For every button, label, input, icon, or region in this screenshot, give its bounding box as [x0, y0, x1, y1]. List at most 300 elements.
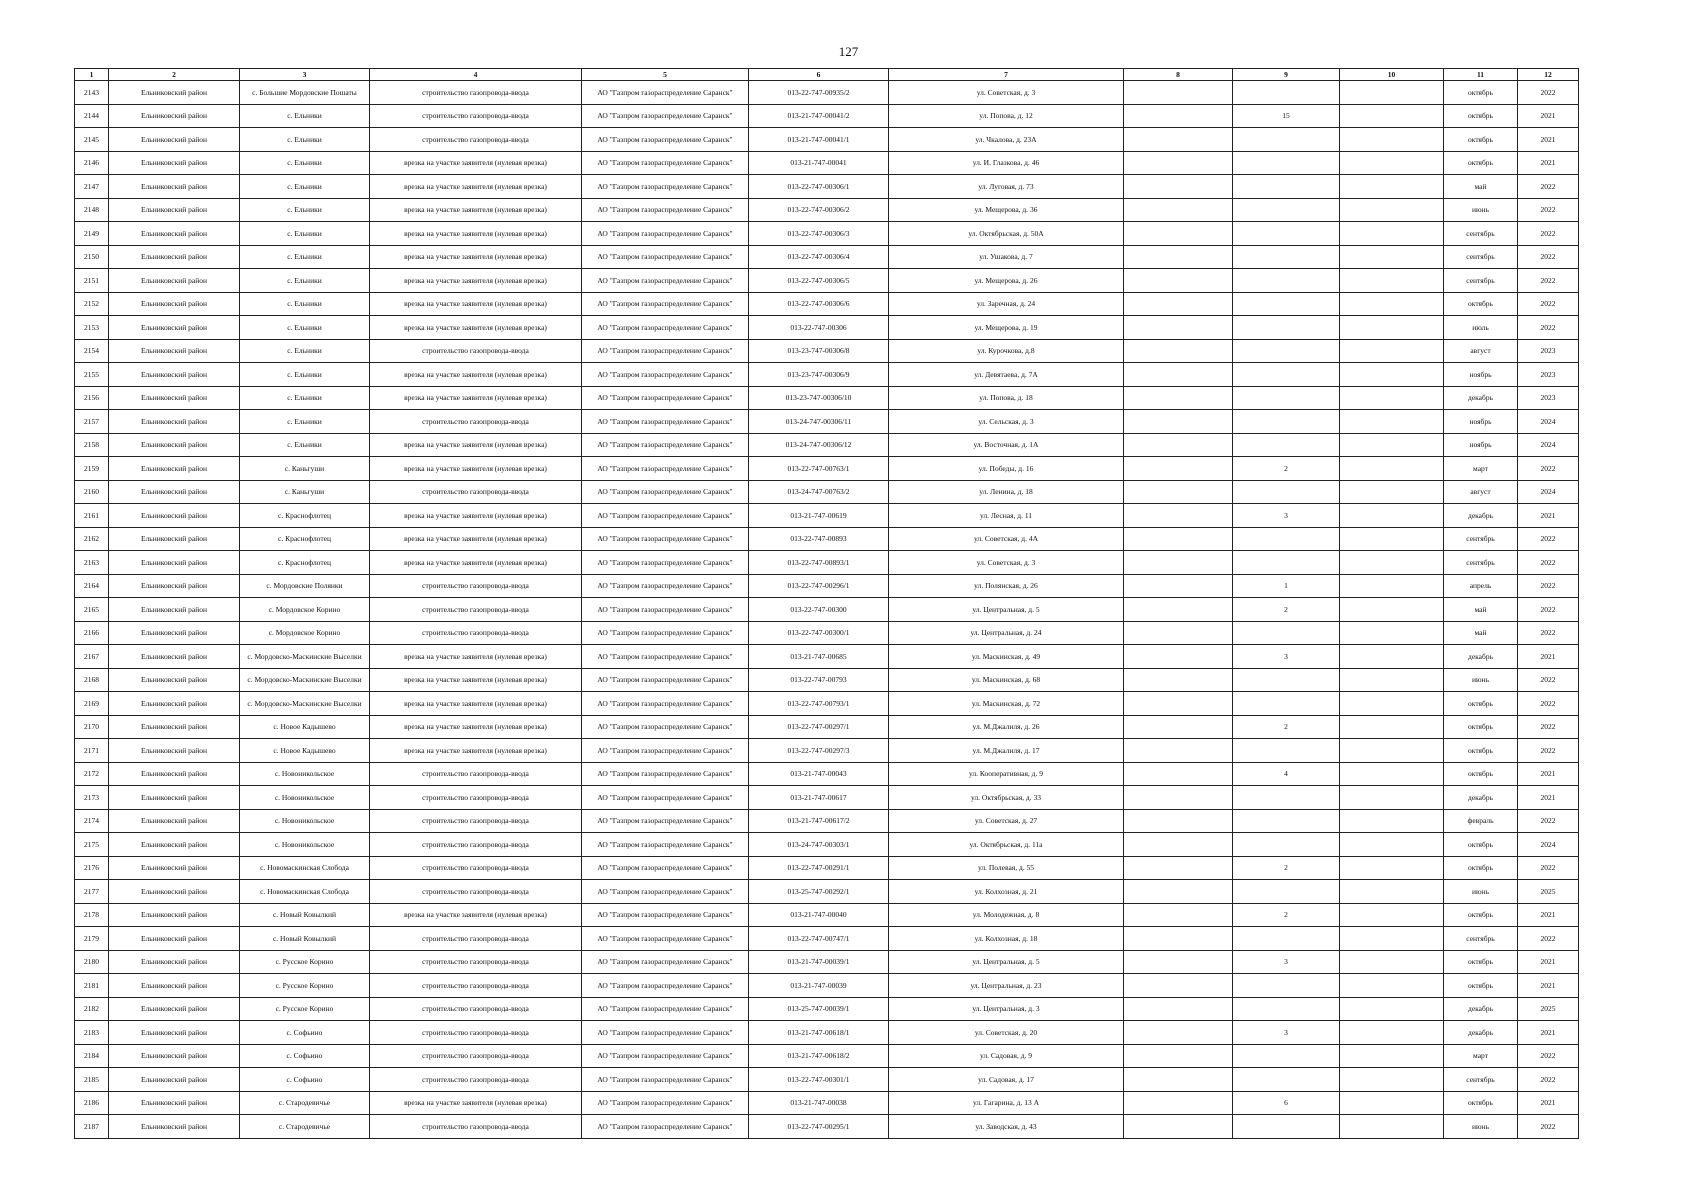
cell-address: ул. Советская, д. 4А [889, 527, 1124, 551]
cell-district: Ельниковский район [109, 809, 240, 833]
cell-settlement: с. Каньгуши [240, 457, 370, 481]
cell-contract-number: 013-22-747-00793 [749, 668, 889, 692]
cell-organization: АО "Газпром газораспределение Саранск" [582, 363, 749, 387]
cell-district: Ельниковский район [109, 645, 240, 669]
cell-work-type: строительство газопровода-ввода [370, 974, 582, 998]
cell-col-8 [1124, 1021, 1233, 1045]
cell-col-9 [1233, 222, 1340, 246]
cell-contract-number: 013-22-747-00306/5 [749, 269, 889, 293]
cell-col-10 [1340, 457, 1444, 481]
cell-col-8 [1124, 504, 1233, 528]
cell-district: Ельниковский район [109, 1044, 240, 1068]
cell-organization: АО "Газпром газораспределение Саранск" [582, 457, 749, 481]
cell-col-9 [1233, 668, 1340, 692]
cell-col-9 [1233, 175, 1340, 199]
cell-contract-number: 013-22-747-00297/3 [749, 739, 889, 763]
cell-work-type: врезка на участке заявителя (нулевая врезка) [370, 504, 582, 528]
cell-organization: АО "Газпром газораспределение Саранск" [582, 997, 749, 1021]
cell-month: октябрь [1444, 762, 1518, 786]
cell-organization: АО "Газпром газораспределение Саранск" [582, 433, 749, 457]
cell-row-number: 2161 [75, 504, 109, 528]
cell-organization: АО "Газпром газораспределение Саранск" [582, 245, 749, 269]
cell-work-type: врезка на участке заявителя (нулевая врезка) [370, 433, 582, 457]
cell-work-type: врезка на участке заявителя (нулевая врезка) [370, 457, 582, 481]
cell-col-8 [1124, 1091, 1233, 1115]
cell-col-9 [1233, 245, 1340, 269]
cell-district: Ельниковский район [109, 457, 240, 481]
cell-col-8 [1124, 198, 1233, 222]
cell-settlement: с. Новоникольское [240, 833, 370, 857]
cell-row-number: 2177 [75, 880, 109, 904]
cell-col-8 [1124, 880, 1233, 904]
cell-month: май [1444, 175, 1518, 199]
cell-col-8 [1124, 175, 1233, 199]
cell-district: Ельниковский район [109, 739, 240, 763]
cell-district: Ельниковский район [109, 480, 240, 504]
cell-col-10 [1340, 81, 1444, 105]
cell-district: Ельниковский район [109, 715, 240, 739]
cell-settlement: с. Мордовское Корино [240, 598, 370, 622]
cell-work-type: строительство газопровода-ввода [370, 1044, 582, 1068]
table-row [75, 833, 1579, 857]
cell-row-number: 2179 [75, 927, 109, 951]
cell-address: ул. Октябрьская, д. 11а [889, 833, 1124, 857]
table-row [75, 762, 1579, 786]
cell-col-10 [1340, 269, 1444, 293]
cell-year: 2023 [1518, 339, 1579, 363]
cell-settlement: с. Русское Корино [240, 974, 370, 998]
cell-contract-number: 013-23-747-00306/8 [749, 339, 889, 363]
cell-year: 2022 [1518, 198, 1579, 222]
cell-col-10 [1340, 339, 1444, 363]
cell-month: декабрь [1444, 786, 1518, 810]
cell-contract-number: 013-22-747-00935/2 [749, 81, 889, 105]
cell-col-10 [1340, 927, 1444, 951]
cell-address: ул. М.Джалиля, д. 17 [889, 739, 1124, 763]
cell-contract-number: 013-21-747-00618/2 [749, 1044, 889, 1068]
cell-col-8 [1124, 292, 1233, 316]
cell-month: октябрь [1444, 692, 1518, 716]
cell-address: ул. Центральная, д. 3 [889, 997, 1124, 1021]
cell-month: май [1444, 598, 1518, 622]
cell-organization: АО "Газпром газораспределение Саранск" [582, 574, 749, 598]
column-header: 9 [1233, 69, 1340, 81]
cell-row-number: 2173 [75, 786, 109, 810]
cell-col-10 [1340, 1068, 1444, 1092]
cell-organization: АО "Газпром газораспределение Саранск" [582, 175, 749, 199]
cell-year: 2021 [1518, 104, 1579, 128]
cell-col-9 [1233, 81, 1340, 105]
cell-month: апрель [1444, 574, 1518, 598]
cell-row-number: 2159 [75, 457, 109, 481]
cell-contract-number: 013-23-747-00306/10 [749, 386, 889, 410]
cell-district: Ельниковский район [109, 880, 240, 904]
cell-organization: АО "Газпром газораспределение Саранск" [582, 480, 749, 504]
cell-work-type: врезка на участке заявителя (нулевая врезка) [370, 386, 582, 410]
column-header: 4 [370, 69, 582, 81]
table-row [75, 316, 1579, 340]
cell-address: ул. Ленина, д. 18 [889, 480, 1124, 504]
cell-district: Ельниковский район [109, 433, 240, 457]
cell-year: 2024 [1518, 480, 1579, 504]
cell-work-type: строительство газопровода-ввода [370, 950, 582, 974]
cell-month: октябрь [1444, 856, 1518, 880]
cell-settlement: с. Ельники [240, 292, 370, 316]
cell-contract-number: 013-25-747-00039/1 [749, 997, 889, 1021]
cell-work-type: строительство газопровода-ввода [370, 104, 582, 128]
table-row [75, 997, 1579, 1021]
cell-month: февраль [1444, 809, 1518, 833]
cell-row-number: 2165 [75, 598, 109, 622]
cell-year: 2024 [1518, 833, 1579, 857]
cell-col-9 [1233, 621, 1340, 645]
cell-organization: АО "Газпром газораспределение Саранск" [582, 222, 749, 246]
cell-settlement: с. Ельники [240, 316, 370, 340]
cell-month: октябрь [1444, 715, 1518, 739]
cell-col-8 [1124, 551, 1233, 575]
cell-year: 2021 [1518, 645, 1579, 669]
header-row [75, 69, 1579, 81]
cell-year: 2021 [1518, 128, 1579, 152]
table-row [75, 551, 1579, 575]
cell-contract-number: 013-21-747-00039/1 [749, 950, 889, 974]
cell-year: 2022 [1518, 927, 1579, 951]
cell-contract-number: 013-22-747-00297/1 [749, 715, 889, 739]
table-row [75, 950, 1579, 974]
cell-col-8 [1124, 128, 1233, 152]
cell-settlement: с. Ельники [240, 433, 370, 457]
cell-contract-number: 013-24-747-00303/1 [749, 833, 889, 857]
cell-address: ул. Колхозная, д. 21 [889, 880, 1124, 904]
cell-col-9 [1233, 1068, 1340, 1092]
cell-settlement: с. Каньгуши [240, 480, 370, 504]
cell-settlement: с. Новоникольское [240, 762, 370, 786]
cell-contract-number: 013-21-747-00041/2 [749, 104, 889, 128]
cell-year: 2023 [1518, 386, 1579, 410]
table-row [75, 927, 1579, 951]
cell-col-10 [1340, 316, 1444, 340]
cell-contract-number: 013-22-747-00747/1 [749, 927, 889, 951]
cell-year: 2022 [1518, 739, 1579, 763]
table-row [75, 1091, 1579, 1115]
cell-district: Ельниковский район [109, 1021, 240, 1045]
cell-year: 2022 [1518, 621, 1579, 645]
cell-col-8 [1124, 339, 1233, 363]
cell-col-9 [1233, 269, 1340, 293]
cell-col-10 [1340, 198, 1444, 222]
cell-col-10 [1340, 739, 1444, 763]
cell-col-9 [1233, 527, 1340, 551]
cell-year: 2022 [1518, 668, 1579, 692]
cell-address: ул. Октябрьская, д. 33 [889, 786, 1124, 810]
cell-col-9 [1233, 198, 1340, 222]
cell-organization: АО "Газпром газораспределение Саранск" [582, 269, 749, 293]
cell-col-9 [1233, 292, 1340, 316]
cell-col-9: 3 [1233, 1021, 1340, 1045]
cell-col-8 [1124, 222, 1233, 246]
cell-address: ул. Луговая, д. 73 [889, 175, 1124, 199]
cell-address: ул. Центральная, д. 23 [889, 974, 1124, 998]
cell-col-8 [1124, 433, 1233, 457]
table-row [75, 245, 1579, 269]
cell-col-10 [1340, 621, 1444, 645]
cell-district: Ельниковский район [109, 598, 240, 622]
cell-settlement: с. Ельники [240, 386, 370, 410]
cell-address: ул. Советская, д. 20 [889, 1021, 1124, 1045]
cell-settlement: с. Мордовское Корино [240, 621, 370, 645]
cell-address: ул. Мещерова, д. 26 [889, 269, 1124, 293]
cell-work-type: врезка на участке заявителя (нулевая врезка) [370, 198, 582, 222]
cell-settlement: с. Новомаскинская Слобода [240, 856, 370, 880]
cell-year: 2021 [1518, 950, 1579, 974]
cell-organization: АО "Газпром газораспределение Саранск" [582, 1115, 749, 1139]
cell-contract-number: 013-21-747-00039 [749, 974, 889, 998]
cell-contract-number: 013-21-747-00617/2 [749, 809, 889, 833]
cell-col-9 [1233, 316, 1340, 340]
cell-organization: АО "Газпром газораспределение Саранск" [582, 856, 749, 880]
table-row [75, 903, 1579, 927]
cell-work-type: строительство газопровода-ввода [370, 598, 582, 622]
cell-address: ул. Победы, д. 16 [889, 457, 1124, 481]
cell-district: Ельниковский район [109, 856, 240, 880]
cell-col-8 [1124, 574, 1233, 598]
cell-col-10 [1340, 715, 1444, 739]
cell-address: ул. Ушакова, д. 7 [889, 245, 1124, 269]
cell-row-number: 2156 [75, 386, 109, 410]
cell-district: Ельниковский район [109, 386, 240, 410]
cell-contract-number: 013-21-747-00040 [749, 903, 889, 927]
cell-month: сентябрь [1444, 551, 1518, 575]
cell-row-number: 2167 [75, 645, 109, 669]
table-row [75, 386, 1579, 410]
cell-row-number: 2175 [75, 833, 109, 857]
cell-work-type: врезка на участке заявителя (нулевая врезка) [370, 316, 582, 340]
cell-col-9: 3 [1233, 950, 1340, 974]
table-row [75, 1115, 1579, 1139]
cell-contract-number: 013-22-747-00306 [749, 316, 889, 340]
cell-work-type: врезка на участке заявителя (нулевая врезка) [370, 692, 582, 716]
cell-address: ул. Восточная, д. 1А [889, 433, 1124, 457]
cell-district: Ельниковский район [109, 504, 240, 528]
cell-organization: АО "Газпром газораспределение Саранск" [582, 950, 749, 974]
cell-address: ул. Центральная, д. 5 [889, 598, 1124, 622]
cell-settlement: с. Новое Кадышево [240, 715, 370, 739]
cell-settlement: с. Большие Мордовские Пошаты [240, 81, 370, 105]
cell-district: Ельниковский район [109, 1068, 240, 1092]
cell-month: сентябрь [1444, 927, 1518, 951]
cell-col-8 [1124, 81, 1233, 105]
cell-month: декабрь [1444, 386, 1518, 410]
cell-district: Ельниковский район [109, 927, 240, 951]
cell-work-type: строительство газопровода-ввода [370, 762, 582, 786]
column-header: 7 [889, 69, 1124, 81]
cell-contract-number: 013-21-747-00041 [749, 151, 889, 175]
cell-district: Ельниковский район [109, 668, 240, 692]
cell-organization: АО "Газпром газораспределение Саранск" [582, 1044, 749, 1068]
cell-col-9 [1233, 739, 1340, 763]
cell-organization: АО "Газпром газораспределение Саранск" [582, 292, 749, 316]
cell-district: Ельниковский район [109, 198, 240, 222]
cell-row-number: 2146 [75, 151, 109, 175]
column-header: 3 [240, 69, 370, 81]
cell-row-number: 2147 [75, 175, 109, 199]
cell-year: 2023 [1518, 363, 1579, 387]
table-row [75, 480, 1579, 504]
cell-address: ул. Мещерова, д. 19 [889, 316, 1124, 340]
cell-col-9 [1233, 480, 1340, 504]
cell-col-9 [1233, 410, 1340, 434]
cell-address: ул. Маскинская, д. 49 [889, 645, 1124, 669]
cell-settlement: с. Мордовско-Маскинские Выселки [240, 668, 370, 692]
cell-month: июнь [1444, 668, 1518, 692]
cell-work-type: врезка на участке заявителя (нулевая врезка) [370, 363, 582, 387]
cell-district: Ельниковский район [109, 222, 240, 246]
cell-contract-number: 013-24-747-00306/11 [749, 410, 889, 434]
cell-year: 2024 [1518, 433, 1579, 457]
cell-settlement: с. Ельники [240, 104, 370, 128]
cell-work-type: строительство газопровода-ввода [370, 410, 582, 434]
cell-month: сентябрь [1444, 222, 1518, 246]
cell-settlement: с. Мордовские Полянки [240, 574, 370, 598]
cell-district: Ельниковский район [109, 316, 240, 340]
cell-month: октябрь [1444, 903, 1518, 927]
cell-settlement: с. Ельники [240, 363, 370, 387]
cell-col-9: 3 [1233, 645, 1340, 669]
cell-district: Ельниковский район [109, 104, 240, 128]
cell-work-type: врезка на участке заявителя (нулевая врезка) [370, 292, 582, 316]
cell-row-number: 2169 [75, 692, 109, 716]
cell-year: 2022 [1518, 269, 1579, 293]
cell-col-8 [1124, 715, 1233, 739]
cell-col-8 [1124, 762, 1233, 786]
cell-organization: АО "Газпром газораспределение Саранск" [582, 410, 749, 434]
cell-col-9: 1 [1233, 574, 1340, 598]
table-row [75, 574, 1579, 598]
column-header: 1 [75, 69, 109, 81]
cell-organization: АО "Газпром газораспределение Саранск" [582, 692, 749, 716]
table-row [75, 504, 1579, 528]
table-row [75, 621, 1579, 645]
cell-organization: АО "Газпром газораспределение Саранск" [582, 198, 749, 222]
cell-row-number: 2158 [75, 433, 109, 457]
cell-district: Ельниковский район [109, 692, 240, 716]
cell-address: ул. Полевая, д. 55 [889, 856, 1124, 880]
cell-organization: АО "Газпром газораспределение Саранск" [582, 504, 749, 528]
cell-col-10 [1340, 598, 1444, 622]
cell-col-10 [1340, 245, 1444, 269]
cell-settlement: с. Краснофлотец [240, 504, 370, 528]
cell-month: октябрь [1444, 1091, 1518, 1115]
cell-contract-number: 013-22-747-00295/1 [749, 1115, 889, 1139]
cell-settlement: с. Ельники [240, 410, 370, 434]
cell-organization: АО "Газпром газораспределение Саранск" [582, 598, 749, 622]
cell-address: ул. Маскинская, д. 72 [889, 692, 1124, 716]
cell-col-9: 2 [1233, 715, 1340, 739]
cell-organization: АО "Газпром газораспределение Саранск" [582, 621, 749, 645]
cell-contract-number: 013-21-747-00038 [749, 1091, 889, 1115]
cell-settlement: с. Софьино [240, 1068, 370, 1092]
cell-col-8 [1124, 151, 1233, 175]
cell-col-9 [1233, 551, 1340, 575]
cell-contract-number: 013-22-747-00893/1 [749, 551, 889, 575]
cell-col-9 [1233, 128, 1340, 152]
cell-year: 2021 [1518, 974, 1579, 998]
table-row [75, 363, 1579, 387]
cell-month: август [1444, 480, 1518, 504]
cell-col-9 [1233, 997, 1340, 1021]
cell-month: октябрь [1444, 151, 1518, 175]
cell-settlement: с. Ельники [240, 151, 370, 175]
cell-month: ноябрь [1444, 433, 1518, 457]
cell-work-type: строительство газопровода-ввода [370, 1068, 582, 1092]
cell-row-number: 2164 [75, 574, 109, 598]
cell-settlement: с. Софьино [240, 1021, 370, 1045]
cell-row-number: 2182 [75, 997, 109, 1021]
cell-organization: АО "Газпром газораспределение Саранск" [582, 903, 749, 927]
cell-col-10 [1340, 433, 1444, 457]
cell-row-number: 2145 [75, 128, 109, 152]
cell-row-number: 2163 [75, 551, 109, 575]
cell-contract-number: 013-21-747-00043 [749, 762, 889, 786]
table-row [75, 198, 1579, 222]
cell-month: декабрь [1444, 504, 1518, 528]
table-row [75, 104, 1579, 128]
cell-col-10 [1340, 786, 1444, 810]
cell-settlement: с. Новоникольское [240, 786, 370, 810]
cell-row-number: 2168 [75, 668, 109, 692]
table-row [75, 692, 1579, 716]
cell-col-10 [1340, 880, 1444, 904]
cell-district: Ельниковский район [109, 833, 240, 857]
cell-row-number: 2171 [75, 739, 109, 763]
cell-organization: АО "Газпром газораспределение Саранск" [582, 386, 749, 410]
cell-settlement: с. Новый Ковылкий [240, 903, 370, 927]
cell-year: 2022 [1518, 1044, 1579, 1068]
cell-col-8 [1124, 527, 1233, 551]
cell-col-8 [1124, 786, 1233, 810]
cell-col-10 [1340, 1021, 1444, 1045]
cell-col-10 [1340, 668, 1444, 692]
cell-row-number: 2143 [75, 81, 109, 105]
cell-col-10 [1340, 809, 1444, 833]
cell-month: октябрь [1444, 950, 1518, 974]
cell-address: ул. Гагарина, д. 13 А [889, 1091, 1124, 1115]
cell-col-8 [1124, 950, 1233, 974]
cell-year: 2025 [1518, 880, 1579, 904]
table-row [75, 668, 1579, 692]
cell-address: ул. Попова, д. 12 [889, 104, 1124, 128]
cell-address: ул. Советская, д. 3 [889, 551, 1124, 575]
cell-row-number: 2180 [75, 950, 109, 974]
cell-district: Ельниковский район [109, 621, 240, 645]
cell-col-8 [1124, 903, 1233, 927]
cell-year: 2022 [1518, 175, 1579, 199]
cell-organization: АО "Газпром газораспределение Саранск" [582, 1091, 749, 1115]
cell-col-10 [1340, 762, 1444, 786]
cell-col-8 [1124, 668, 1233, 692]
cell-address: ул. Советская, д. 27 [889, 809, 1124, 833]
cell-contract-number: 013-25-747-00292/1 [749, 880, 889, 904]
cell-col-10 [1340, 974, 1444, 998]
cell-col-9: 3 [1233, 504, 1340, 528]
cell-col-8 [1124, 833, 1233, 857]
table-row [75, 151, 1579, 175]
cell-organization: АО "Газпром газораспределение Саранск" [582, 128, 749, 152]
cell-month: июнь [1444, 1115, 1518, 1139]
cell-organization: АО "Газпром газораспределение Саранск" [582, 762, 749, 786]
cell-col-8 [1124, 997, 1233, 1021]
cell-address: ул. И. Глазкова, д. 46 [889, 151, 1124, 175]
